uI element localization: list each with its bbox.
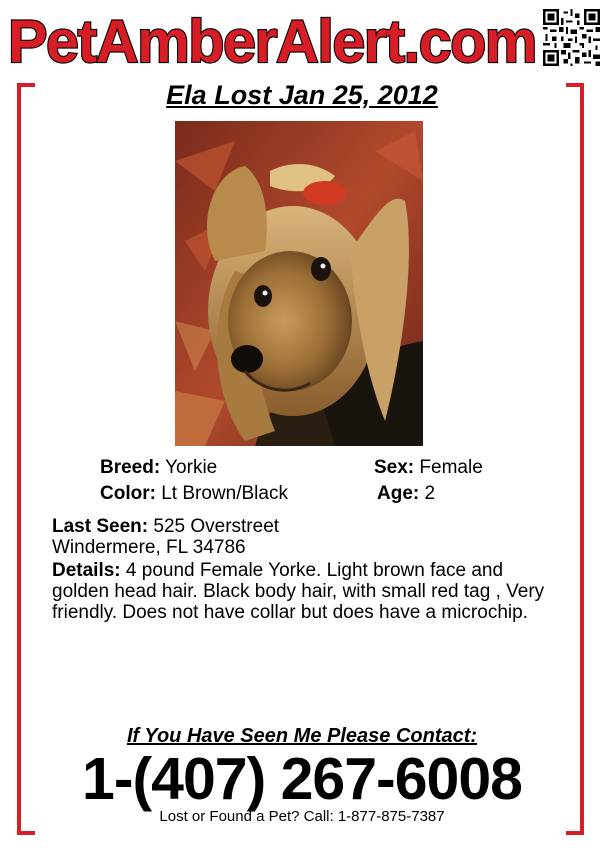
pet-photo [175, 121, 423, 446]
frame-left-bracket [17, 83, 35, 835]
frame-right-bracket [566, 83, 584, 835]
breed-label: Breed: [100, 457, 161, 478]
sex-value: Female [419, 457, 483, 478]
color-label: Color: [100, 483, 156, 504]
poster-title: Ela Lost Jan 25, 2012 [166, 80, 438, 110]
details-block [52, 560, 547, 623]
contact-heading: If You Have Seen Me Please Contact: [126, 725, 478, 747]
footer-hotline: Lost or Found a Pet? Call: 1-877-875-7387 [159, 808, 445, 825]
last-seen-label: Last Seen: [52, 516, 149, 537]
site-logo [4, 4, 540, 78]
qr-code-icon[interactable] [543, 9, 600, 66]
logo-text: PetAmberAlert.com [8, 8, 536, 75]
last-seen-line2: Windermere, FL 34786 [52, 537, 246, 558]
details-text: 4 pound Female Yorke. Light brown face and golden head hair. Black body hair, with small red tag , Very friendly. Does not have collar but does have a microchip. [52, 560, 545, 623]
age-label: Age: [377, 483, 420, 504]
sex-label: Sex: [374, 457, 415, 478]
details-label: Details: [52, 560, 121, 581]
color-value: Lt Brown/Black [161, 483, 288, 504]
last-seen-block [52, 516, 552, 558]
breed-row [100, 457, 217, 479]
contact-phone[interactable]: 1-(407) 267-6008 [82, 746, 522, 812]
sex-row [374, 457, 483, 479]
breed-value: Yorkie [165, 457, 218, 478]
color-row [100, 483, 288, 505]
last-seen-line1: 525 Overstreet [153, 516, 280, 537]
age-row [377, 483, 435, 505]
age-value: 2 [424, 483, 436, 504]
